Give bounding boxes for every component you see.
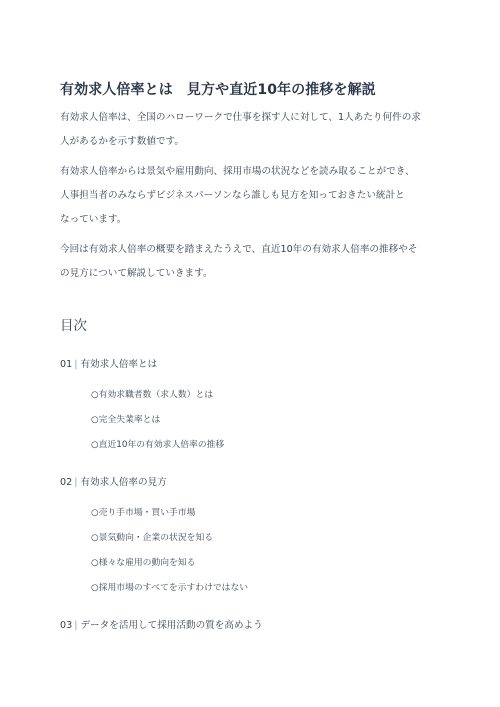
toc-item-01[interactable] [60,356,157,370]
toc-item-number: 01 [60,359,73,370]
toc-subitem[interactable]: ○有効求職者数（求人数）とは [91,390,214,400]
intro-paragraph-2 [60,160,446,232]
paragraph-line: 有効求人倍率からは景気や雇用動向、採用市場の状況などを読み取ることができ、 [60,166,415,177]
toc-separator: | [74,359,78,370]
toc-subitem[interactable]: ○直近10年の有効求人倍率の推移 [91,440,225,450]
toc-subitem[interactable]: ○景気動向・企業の状況を知る [91,533,214,543]
page-title: 有効求人倍率とは 見方や直近10年の推移を解説 [60,82,376,98]
toc-subitem[interactable]: ○様々な雇用の動向を知る [91,558,196,568]
toc-item-label: 有効求人倍率とは [80,359,158,370]
intro-paragraph-1 [60,106,446,154]
toc-item-02[interactable] [60,474,167,488]
toc-item-number: 03 [60,620,73,631]
toc-separator: | [74,620,78,631]
paragraph-line: 人があるかを示す数値です。 [60,136,184,147]
toc-item-03[interactable] [60,617,263,631]
paragraph-line: 有効求人倍率は、全国のハローワークで仕事を探す人に対して、1人あたり何件の求 [60,112,421,123]
paragraph-line: 人事担当者のみならずビジネスパーソンなら誰しも見方を知っておきたい統計と [60,190,405,201]
toc-heading: 目次 [60,318,87,334]
paragraph-line: なっています。 [60,214,127,225]
paragraph-line: の見方について解説していきます。 [60,268,213,279]
toc-subitem[interactable]: ○完全失業率とは [91,415,161,425]
toc-item-label: 有効求人倍率の見方 [80,477,167,488]
intro-paragraph-3 [60,238,446,286]
paragraph-line: 今回は有効求人倍率の概要を踏まえたうえで、直近10年の有効求人倍率の推移やそ [60,244,418,255]
toc-item-label: データを活用して採用活動の質を高めよう [80,620,263,631]
toc-subitem[interactable]: ○採用市場のすべてを示すわけではない [91,583,249,593]
toc-separator: | [74,477,78,488]
toc-item-number: 02 [60,477,73,488]
toc-subitem[interactable]: ○売り手市場・買い手市場 [91,508,196,518]
